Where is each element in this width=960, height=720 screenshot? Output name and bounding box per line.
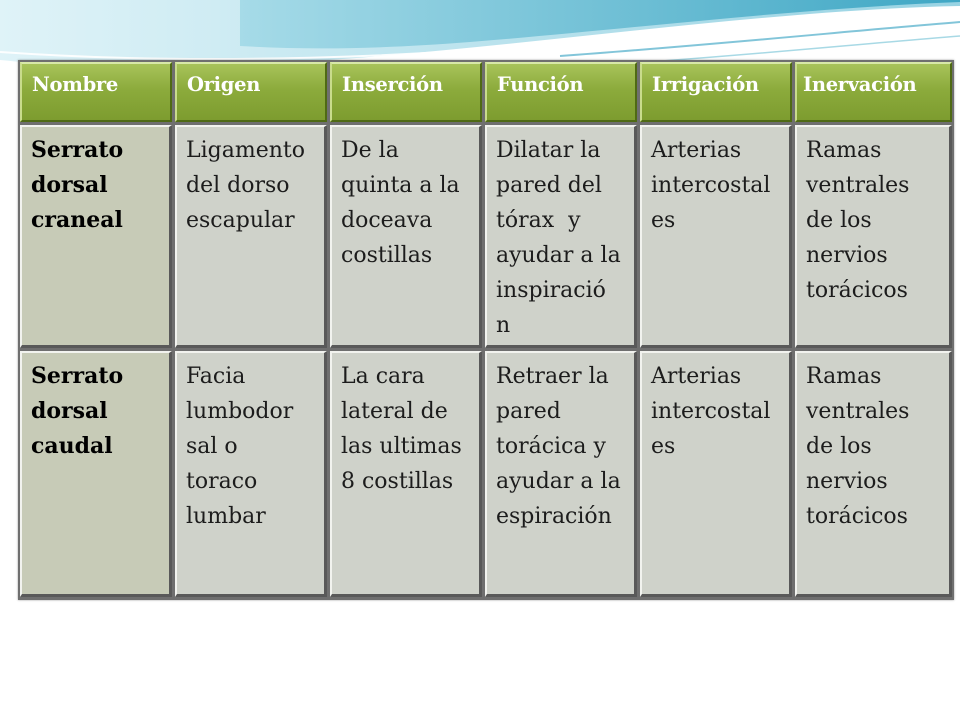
table-cell-inervacion [795, 351, 952, 597]
table-cell-insercion [330, 125, 482, 348]
text-line: dorsal [31, 172, 108, 198]
cell-text [31, 359, 165, 464]
cell-text [651, 133, 785, 238]
text-line: torácicos [806, 278, 908, 303]
table-cell-funcion [485, 125, 637, 348]
table-cell-nombre [20, 351, 172, 597]
text-line: tórax y [496, 208, 581, 233]
header-label: Origen [187, 73, 261, 96]
text-line: ayudar a la [496, 469, 621, 494]
text-line: dorsal [31, 398, 108, 424]
text-line: ventrales [806, 399, 910, 424]
text-line: quinta a la [341, 173, 460, 198]
text-line: n [496, 313, 511, 338]
text-line: nervios [806, 243, 888, 268]
text-line: lumbodor [186, 399, 294, 424]
text-line: sal o [186, 434, 238, 459]
text-line: es [651, 208, 676, 233]
text-line: toraco [186, 469, 258, 494]
text-line: las ultimas [341, 434, 462, 459]
header-label: Inervación [803, 73, 917, 96]
header-cell-insercion [330, 62, 482, 122]
cell-text [186, 359, 320, 534]
text-line: craneal [31, 207, 123, 233]
header-label: Irrigación [652, 73, 759, 96]
cell-text [186, 133, 320, 238]
header-label: Nombre [32, 73, 118, 96]
text-line: Ramas [806, 364, 882, 389]
text-line: costillas [341, 243, 433, 268]
text-line: Ramas [806, 138, 882, 163]
text-line: caudal [31, 433, 113, 459]
table-cell-irrigacion [640, 351, 792, 597]
cell-text [31, 133, 165, 238]
text-line: escapular [186, 208, 295, 233]
header-cell-nombre [20, 62, 172, 122]
text-line: Ligamento [186, 138, 305, 163]
text-line: doceava [341, 208, 433, 233]
cell-text [496, 359, 630, 534]
text-line: 8 costillas [341, 469, 454, 494]
table-cell-funcion [485, 351, 637, 597]
text-line: espiración [496, 504, 612, 529]
text-line: Arterias [651, 364, 742, 389]
text-line: inspiració [496, 278, 606, 303]
text-line: Arterias [651, 138, 742, 163]
text-line: del dorso [186, 173, 290, 198]
header-cell-irrigacion [640, 62, 792, 122]
cell-text [341, 133, 475, 273]
table-cell-origen [175, 125, 327, 348]
text-line: de los [806, 208, 872, 233]
muscle-table [18, 60, 954, 600]
table-cell-nombre [20, 125, 172, 348]
table-cell-inervacion [795, 125, 952, 348]
text-line: La cara [341, 364, 425, 389]
cell-text [651, 359, 785, 464]
text-line: nervios [806, 469, 888, 494]
text-line: lateral de [341, 399, 448, 424]
table-cell-insercion [330, 351, 482, 597]
cell-text [341, 359, 475, 499]
text-line: torácicos [806, 504, 908, 529]
text-line: pared [496, 399, 561, 424]
wave-shape [240, 0, 960, 48]
text-line: Retraer la [496, 364, 609, 389]
text-line: ventrales [806, 173, 910, 198]
text-line: Dilatar la [496, 138, 601, 163]
text-line: Serrato [31, 137, 124, 163]
text-line: De la [341, 138, 399, 163]
text-line: ayudar a la [496, 243, 621, 268]
cell-text [806, 133, 945, 308]
header-label: Función [497, 73, 584, 96]
text-line: Facia [186, 364, 246, 389]
cell-text [806, 359, 945, 534]
text-line: lumbar [186, 504, 266, 529]
text-line: intercostal [651, 399, 771, 424]
header-cell-origen [175, 62, 327, 122]
text-line: es [651, 434, 676, 459]
table-cell-irrigacion [640, 125, 792, 348]
cell-text [496, 133, 630, 343]
header-cell-funcion [485, 62, 637, 122]
header-cell-inervacion [795, 62, 952, 122]
text-line: intercostal [651, 173, 771, 198]
text-line: torácica y [496, 434, 606, 459]
header-label: Inserción [342, 73, 443, 96]
text-line: pared del [496, 173, 602, 198]
text-line: Serrato [31, 363, 124, 389]
text-line: de los [806, 434, 872, 459]
table-cell-origen [175, 351, 327, 597]
